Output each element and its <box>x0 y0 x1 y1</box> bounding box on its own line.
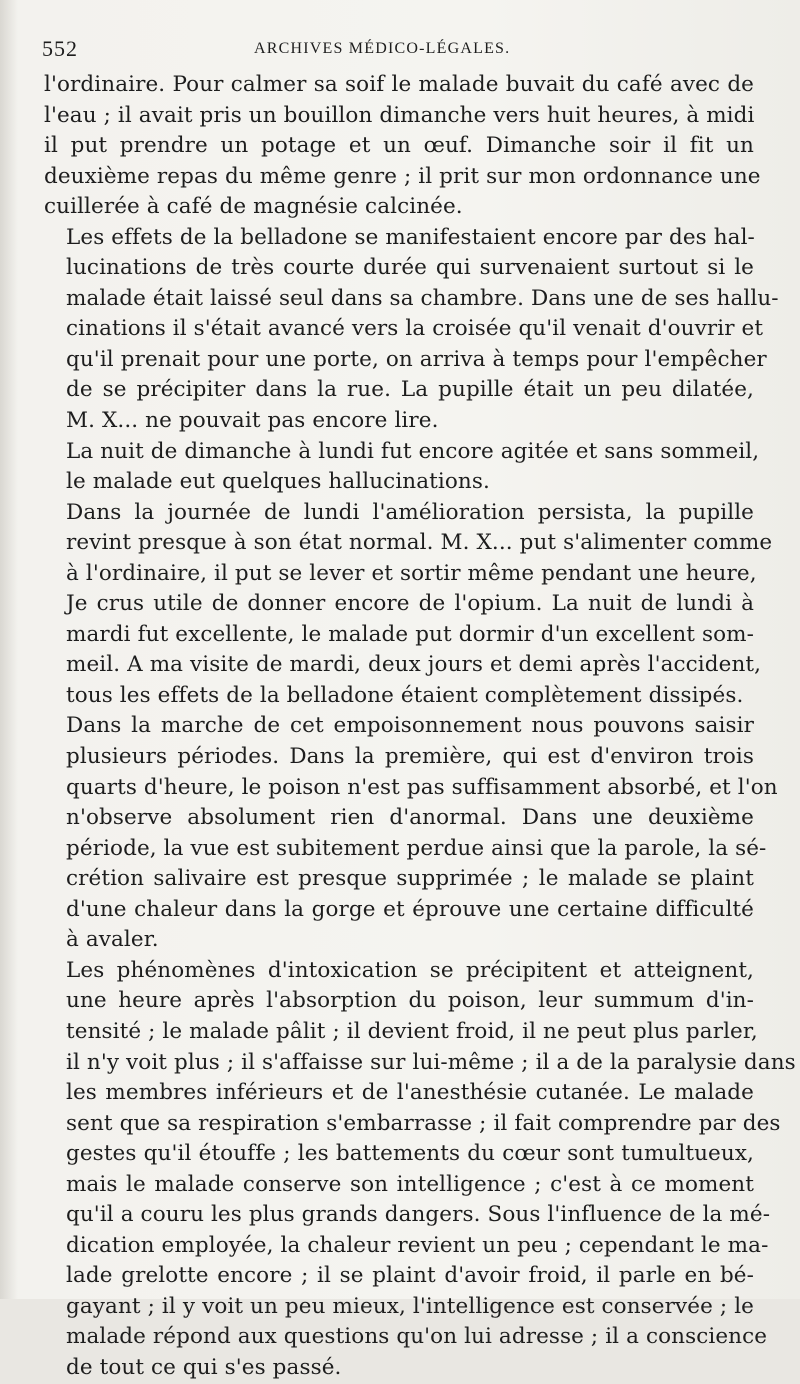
text-line: malade répond aux questions qu'on lui adresse ; il a conscience <box>66 1324 768 1350</box>
page-number: 552 <box>42 36 78 61</box>
text-line: mais le malade conserve son intelligence ; c'est à ce moment <box>66 1171 754 1197</box>
text-line: La nuit de dimanche à lundi fut encore agitée et sans sommeil, <box>66 438 760 464</box>
text-line: cuillerée à café de magnésie calcinée. <box>44 194 463 220</box>
text-line: Les phénomènes d'intoxication se précipitent et atteignent, <box>66 957 754 983</box>
text-line: lade grelotte encore ; il se plaint d'avoir froid, il parle en bé- <box>66 1263 754 1289</box>
paragraph <box>44 498 773 712</box>
paragraph <box>44 223 779 437</box>
text-line: Dans la journée de lundi l'amélioration persista, la pupille <box>66 499 754 525</box>
text-line: l'eau ; il avait pris un bouillon dimanche vers huit heures, à midi <box>44 102 755 128</box>
text-line: lucinations de très courte durée qui survenaient surtout si le <box>66 255 754 281</box>
paragraph <box>44 956 796 1384</box>
text-line: qu'il prenait pour une porte, on arriva à temps pour l'empêcher <box>66 346 767 372</box>
text-line: n'observe absolument rien d'anormal. Dans une deuxième <box>66 805 754 831</box>
running-title: ARCHIVES MÉDICO-LÉGALES. <box>254 40 511 57</box>
paragraph <box>44 711 778 955</box>
text-line: il put prendre un potage et un œuf. Dimanche soir il fit un <box>44 133 754 159</box>
text-line: mardi fut excellente, le malade put dormir d'un excellent som- <box>66 621 754 647</box>
text-line: revint presque à son état normal. M. X... put s'alimenter comme <box>66 530 773 556</box>
text-line: à l'ordinaire, il put se lever et sortir même pendant une heure, <box>66 560 757 586</box>
text-line: Les effets de la belladone se manifestaient encore par des hal- <box>66 224 755 250</box>
text-line: cinations il s'était avancé vers la croisée qu'il venait d'ouvrir et <box>66 316 764 342</box>
paragraph <box>44 437 760 498</box>
text-line: gayant ; il y voit un peu mieux, l'intelligence est conservée ; le <box>66 1293 754 1319</box>
text-line: de tout ce qui s'es passé. <box>66 1354 342 1380</box>
text-line: période, la vue est subitement perdue ainsi que la parole, la sé- <box>66 835 767 861</box>
text-line: de se précipiter dans la rue. La pupille était un peu dilatée, <box>66 377 754 403</box>
text-line: meil. A ma visite de mardi, deux jours et demi après l'accident, <box>66 652 762 678</box>
text-line: deuxième repas du même genre ; il prit sur mon ordonnance une <box>44 163 761 189</box>
body-text <box>44 70 796 1384</box>
text-line: dication employée, la chaleur revient un peu ; cependant le ma- <box>66 1232 769 1258</box>
page-header <box>42 36 760 66</box>
text-line: d'une chaleur dans la gorge et éprouve une certaine difficulté <box>66 896 754 922</box>
text-line: l'ordinaire. Pour calmer sa soif le malade buvait du café avec de <box>44 72 754 97</box>
text-line: tous les effets de la belladone étaient complètement dissipés. <box>66 682 744 708</box>
text-line: à avaler. <box>66 927 159 953</box>
text-line: Je crus utile de donner encore de l'opium. La nuit de lundi à <box>66 591 754 617</box>
text-line: sent que sa respiration s'embarrasse ; il fait comprendre par des <box>66 1110 781 1136</box>
text-line: le malade eut quelques hallucinations. <box>66 469 490 495</box>
text-line: une heure après l'absorption du poison, leur summum d'in- <box>66 988 754 1014</box>
text-line: il n'y voit plus ; il s'affaisse sur lui-même ; il a de la paralysie dans <box>66 1049 796 1075</box>
text-line: gestes qu'il étouffe ; les battements du cœur sont tumultueux, <box>66 1141 754 1167</box>
text-line: les membres inférieurs et de l'anesthésie cutanée. Le malade <box>66 1080 754 1106</box>
text-line: crétion salivaire est presque supprimée ; le malade se plaint <box>66 866 754 892</box>
text-line: tensité ; le malade pâlit ; il devient froid, il ne peut plus parler, <box>66 1018 758 1044</box>
text-line: quarts d'heure, le poison n'est pas suffisamment absorbé, et l'on <box>66 774 778 800</box>
text-line: Dans la marche de cet empoisonnement nous pouvons saisir <box>66 713 754 739</box>
text-line: M. X... ne pouvait pas encore lire. <box>66 408 439 434</box>
paragraph <box>44 70 761 223</box>
text-line: plusieurs périodes. Dans la première, qui est d'environ trois <box>66 744 754 770</box>
text-line: malade était laissé seul dans sa chambre. Dans une de ses hallu- <box>66 285 779 311</box>
text-line: qu'il a couru les plus grands dangers. Sous l'influence de la mé- <box>66 1202 771 1228</box>
